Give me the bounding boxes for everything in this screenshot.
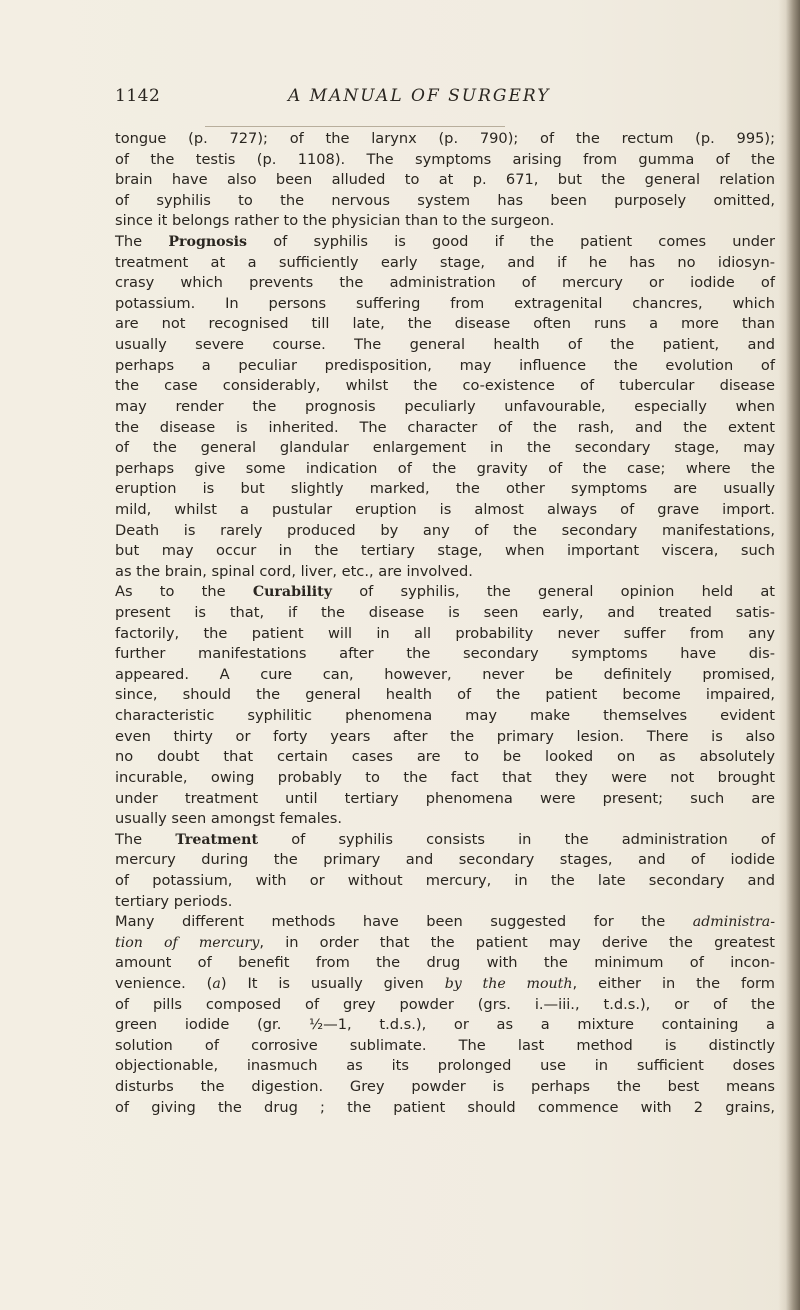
text-line: of syphilis to the nervous system has been purposely omitted, — [115, 191, 775, 209]
text-line: Death is rarely produced by any of the secondary manifestations, — [115, 521, 775, 539]
text-line: characteristic syphilitic phenomena may make themselves evident — [115, 707, 775, 725]
text-line: usually seen amongst females. — [115, 810, 342, 828]
text-line: since it belongs rather to the physician than to the surgeon. — [115, 212, 555, 230]
text-line: tertiary periods. — [115, 892, 233, 910]
text-run: , either in the form — [572, 974, 776, 992]
text-line: eruption is but slightly marked, the other symptoms are usually — [115, 480, 775, 498]
text-run: of syphilis is good if the patient comes under — [247, 233, 775, 251]
text-line: perhaps a peculiar predisposition, may influence the evolution of — [115, 356, 775, 374]
page-number: 1142 — [115, 86, 161, 106]
text-line: disturbs the digestion. Grey powder is perhaps the best means — [115, 1078, 775, 1096]
italic-term: by the mouth — [444, 975, 573, 992]
text-line — [115, 912, 775, 933]
running-head — [0, 86, 800, 116]
text-line: are not recognised till late, the disease often runs a more than — [115, 315, 775, 333]
text-line: since, should the general health of the patient become impaired, — [115, 686, 775, 704]
header-rule — [205, 126, 505, 127]
text-line: factorily, the patient will in all probability never suffer from any — [115, 624, 775, 642]
text-line: may render the prognosis peculiarly unfavourable, especially when — [115, 397, 775, 415]
text-run: ) It is usually given — [220, 974, 445, 992]
text-run: of syphilis consists in the administration of — [258, 830, 775, 848]
text-run: Many different methods have been suggested for the — [115, 913, 693, 931]
text-run: As to the — [115, 583, 253, 601]
page-edge-shadow — [778, 0, 800, 1310]
text-line: mild, whilst a pustular eruption is almost always of grave import. — [115, 500, 775, 518]
text-line — [115, 974, 775, 995]
text-line: solution of corrosive sublimate. The last method is distinctly — [115, 1036, 775, 1054]
text-line: further manifestations after the secondary symptoms have dis- — [115, 645, 775, 663]
text-line — [115, 830, 775, 851]
text-line: present is that, if the disease is seen early, and treated satis- — [115, 604, 775, 622]
text-run: , in order that the patient may derive the greatest — [259, 933, 775, 951]
text-line: potassium. In persons suffering from extragenital chancres, which — [115, 294, 775, 312]
bold-term: Treatment — [175, 831, 259, 848]
text-line: the disease is inherited. The character of the rash, and the extent — [115, 418, 775, 436]
italic-term: a — [212, 975, 221, 992]
text-line: of giving the drug ; the patient should commence with 2 grains, — [115, 1098, 775, 1116]
text-line: objectionable, inasmuch as its prolonged use in sufficient doses — [115, 1057, 775, 1075]
text-run: venience. ( — [115, 974, 213, 992]
text-line: as the brain, spinal cord, liver, etc., are involved. — [115, 562, 473, 580]
text-line: of pills composed of grey powder (grs. i.—iii., t.d.s.), or of the — [115, 995, 775, 1013]
text-run: The — [115, 233, 169, 251]
text-line: perhaps give some indication of the gravity of the case; where the — [115, 459, 775, 477]
text-run: of syphilis, the general opinion held at — [331, 583, 775, 601]
text-line: of the testis (p. 1108). The symptoms arising from gumma of the — [115, 150, 775, 168]
text-line: treatment at a sufficiently early stage, and if he has no idiosyn- — [115, 253, 775, 271]
text-line: the case considerably, whilst the co-existence of tubercular disease — [115, 377, 775, 395]
body-text — [115, 129, 775, 1118]
bold-term: Prognosis — [168, 234, 248, 251]
running-title: A MANUAL OF SURGERY — [288, 86, 551, 106]
text-run: The — [115, 830, 176, 848]
text-line: amount of benefit from the drug with the minimum of incon- — [115, 954, 775, 972]
text-line: mercury during the primary and secondary stages, and of iodide — [115, 851, 775, 869]
text-line: incurable, owing probably to the fact that they were not brought — [115, 768, 775, 786]
italic-term: administra- — [692, 914, 775, 931]
text-line: appeared. A cure can, however, never be definitely promised, — [115, 665, 775, 683]
bold-term: Curability — [252, 584, 332, 601]
italic-term: tion of mercury — [115, 934, 260, 951]
text-line: under treatment until tertiary phenomena were present; such are — [115, 789, 775, 807]
text-line — [115, 933, 775, 954]
text-line: no doubt that certain cases are to be looked on as absolutely — [115, 748, 775, 766]
text-line: crasy which prevents the administration of mercury or iodide of — [115, 274, 775, 292]
text-line — [115, 232, 775, 253]
text-line: but may occur in the tertiary stage, when important viscera, such — [115, 542, 775, 560]
text-line: brain have also been alluded to at p. 671, but the general relation — [115, 171, 775, 189]
text-line: green iodide (gr. ½—1, t.d.s.), or as a mixture containing a — [115, 1016, 775, 1034]
text-line: of the general glandular enlargement in the secondary stage, may — [115, 439, 775, 457]
text-line: usually severe course. The general health of the patient, and — [115, 336, 775, 354]
text-line — [115, 582, 775, 603]
text-line: tongue (p. 727); of the larynx (p. 790); of the rectum (p. 995); — [115, 130, 775, 147]
text-line: even thirty or forty years after the primary lesion. There is also — [115, 727, 775, 745]
text-line: of potassium, with or without mercury, in the late secondary and — [115, 871, 775, 889]
